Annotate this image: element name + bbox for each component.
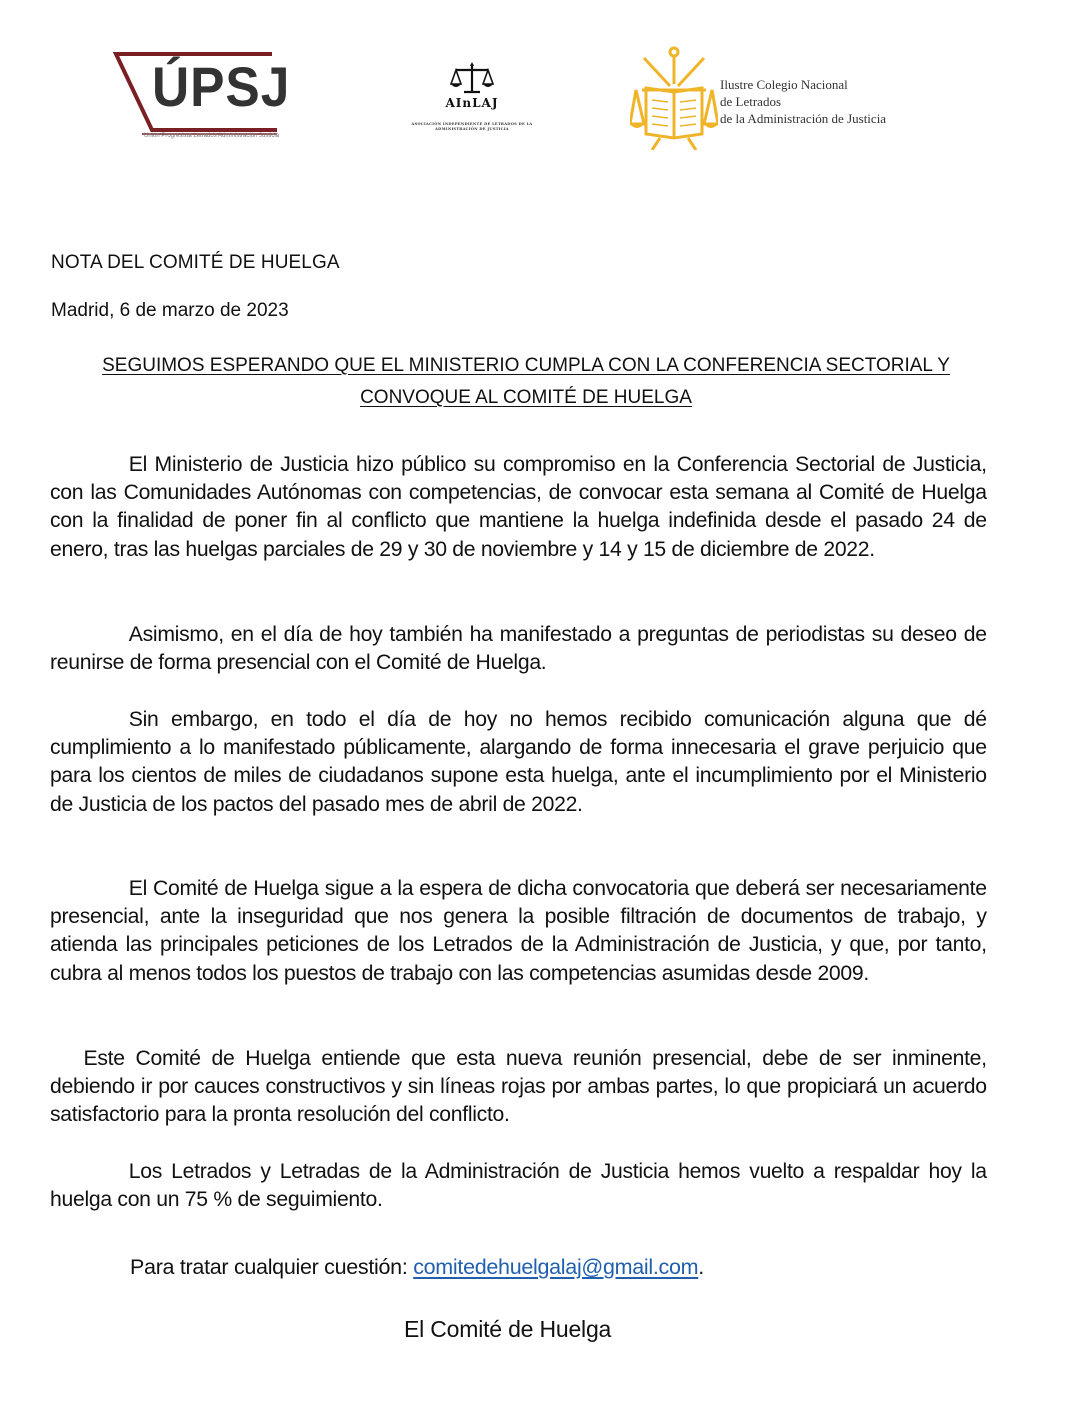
- colegio-crest-icon: [630, 44, 718, 150]
- paragraph-4: El Comité de Huelga sigue a la espera de dicha convocatoria que deberá ser necesariamente presencial, ante la inseguridad que nos genera la posible filtración de documentos de trabajo, y atienda las principales peticiones de los Letrados de la Administración de Justicia, y que, por tanto, cubra al menos todos los puestos de trabajo con las competencias asumidas desde 2009.: [50, 876, 987, 985]
- headline: [60, 350, 992, 414]
- contact-label: Para tratar cualquier cuestión:: [130, 1255, 414, 1279]
- paragraph-6: Los Letrados y Letradas de la Administración de Justicia hemos vuelto a respaldar hoy la huelga con un 75 % de seguimiento.: [50, 1159, 987, 1212]
- note-title: NOTA DEL COMITÉ DE HUELGA: [51, 252, 340, 273]
- headline-line-1: SEGUIMOS ESPERANDO QUE EL MINISTERIO CUMPLA CON LA CONFERENCIA SECTORIAL Y: [102, 355, 950, 376]
- headline-line-2: CONVOQUE AL COMITÉ DE HUELGA: [360, 387, 692, 408]
- ainlaj-subtitle-line-2: ADMINISTRACIÓN DE JUSTICIA: [435, 127, 509, 131]
- ainlaj-subtitle: [392, 122, 552, 132]
- contact-suffix: .: [698, 1255, 704, 1279]
- ainlaj-logo: [392, 60, 552, 140]
- colegio-logo: [630, 42, 930, 152]
- scales-of-justice-icon: [450, 62, 494, 96]
- upsj-logo: [112, 50, 291, 145]
- colegio-name-line-3: de la Administración de Justicia: [720, 111, 887, 126]
- ainlaj-wordmark: AInLAJ: [445, 96, 499, 110]
- paragraph-3: Sin embargo, en todo el día de hoy no hemos recibido comunicación alguna que dé cumplimiento a lo manifestado públicamente, alargando de forma innecesaria el grave perjuicio que para los cientos de miles de ciudadanos supone esta huelga, ante el incumplimiento por el Ministerio de Justicia de los pactos del pasado mes de abril de 2022.: [50, 707, 987, 816]
- paragraph-5: Este Comité de Huelga entiende que esta nueva reunión presencial, debe de ser inminente, debiendo ir por cauces constructivos y sin líneas rojas por ambas partes, lo que propiciará un acuerdo satisfactorio para la pronta resolución del conflicto.: [50, 1046, 987, 1127]
- date-line: Madrid, 6 de marzo de 2023: [51, 300, 289, 321]
- colegio-name: [720, 76, 886, 127]
- paragraph-2: Asimismo, en el día de hoy también ha manifestado a preguntas de periodistas su deseo de reunirse de forma presencial con el Comité de Huelga.: [50, 622, 987, 675]
- colegio-name-line-2: de Letrados: [720, 94, 782, 109]
- ainlaj-subtitle-line-1: ASOCIACIÓN INDEPENDIENTE DE LETRADOS DE LA: [411, 122, 533, 126]
- colegio-name-line-1: Ilustre Colegio Nacional: [720, 77, 848, 92]
- signature: El Comité de Huelga: [404, 1316, 612, 1342]
- contact-line: [130, 1255, 704, 1280]
- upsj-wordmark: ÚPSJ: [152, 55, 291, 118]
- contact-email-link[interactable]: comitedehuelgalaj@gmail.com: [413, 1255, 699, 1279]
- paragraph-1: El Ministerio de Justicia hizo público su compromiso en la Conferencia Sectorial de Justicia, con las Comunidades Autónomas con competencias, de convocar esta semana al Comité de Huelga con la finalidad de poner fin al conflicto que mantiene la huelga indefinida desde el pasado 24 de enero, tras las huelgas parciales de 29 y 30 de noviembre y 14 y 15 de diciembre de 2022.: [50, 452, 987, 561]
- upsj-subtitle: Unión Progresista Letrados Administración Justicia: [144, 133, 280, 139]
